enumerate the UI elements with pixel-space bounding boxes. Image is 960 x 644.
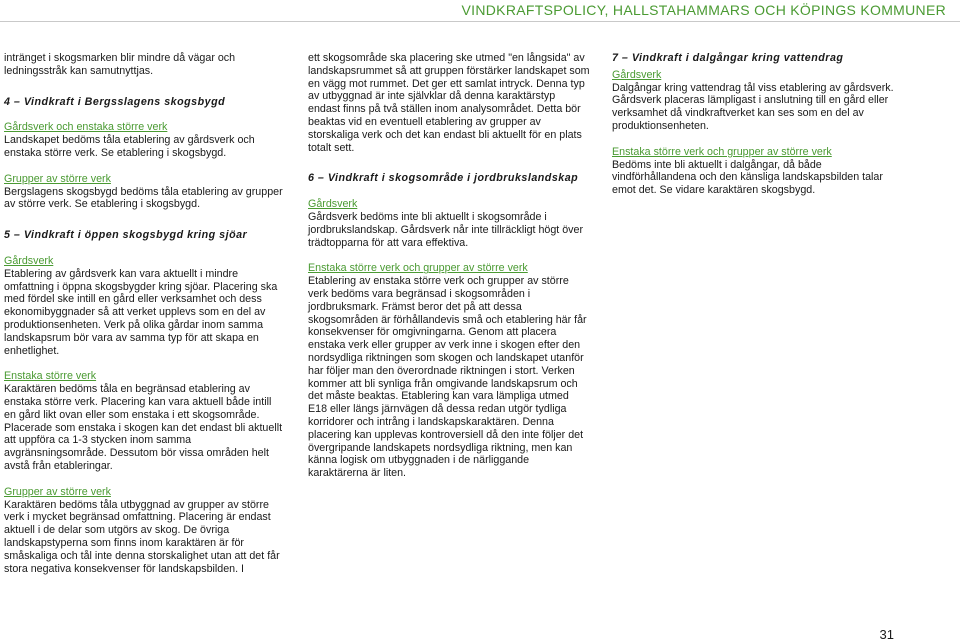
- page-number: 31: [879, 627, 894, 642]
- section-5-heading: 5 – Vindkraft i öppen skogsbygd kring sjöar: [4, 229, 248, 242]
- section-5-subheading-3: Grupper av större verk: [4, 485, 111, 498]
- continued-paragraph: ett skogsområde ska placering ske utmed "en långsida" av landskapsrummet så att gruppen förstärker landskapet som en vägg mot rummet. Det ger ett samlat intryck. Denna typ av utbyggnad är inte självklar då denna karaktärstyp endast finns på två ställen inom analysområdet. Detta bör beaktas vid en eventuell etablering av grupper av storskaliga verk och det kan endast bli aktuellt för en plats totalt sett.: [308, 52, 590, 154]
- section-6-heading: 6 – Vindkraft i skogsområde i jordbrukslandskap: [308, 172, 579, 185]
- text-column-3: [612, 52, 900, 197]
- section-7-heading: 7 – Vindkraft i dalgångar kring vattendrag: [612, 52, 844, 64]
- text-column-2: [308, 52, 590, 480]
- document-title: VINDKRAFTSPOLICY, HALLSTAHAMMARS OCH KÖPINGS KOMMUNER: [461, 2, 946, 18]
- section-7-subheading-2: Enstaka större verk och grupper av större verk: [612, 145, 832, 158]
- section-5-subheading-1: Gårdsverk: [4, 254, 54, 267]
- section-4-heading: 4 – Vindkraft i Bergsslagens skogsbygd: [4, 95, 226, 108]
- section-6-paragraph-2: Etablering av enstaka större verk och grupper av större verk bedöms vara begränsad i skogsområden i jordbruksmark. Främst beror det på att dessa skogsområden är förhållandevis små och etablering här får konsekvenser för omgivningarna. Genom att placera enstaka verk eller grupper av verk inne i skogen efter den nordsydliga riktningen som skogen och landskapet utanför har följer man den överordnade riktningen i stort. Verken kommer att bli synliga från omgivande landskapsrum och det måste beaktas. Etablering kan vara lämpliga utmed E18 eller längs järnvägen då dessa redan utgör tydliga korridorer och intrång i landskapskaraktären. Denna placering kan upplevas kontroversiell då den inte följer det övergripande landskapets nordsydliga riktning, men kan känna logisk om utbyggnaden i de närliggande karaktärerna är liten.: [308, 275, 587, 480]
- section-5-subheading-2: Enstaka större verk: [4, 370, 97, 383]
- section-4-subheading-1: Gårdsverk och enstaka större verk: [4, 121, 168, 134]
- section-4-subheading-2: Grupper av större verk: [4, 172, 111, 185]
- section-6-subheading-1: Gårdsverk: [308, 198, 358, 211]
- section-7-paragraph-1: Dalgångar kring vattendrag tål viss etablering av gårdsverk. Gårdsverk placeras lämpligast i anslutning till en gård eller verksamhet då vindkraftverket kan ses som en del av produktionsenheten.: [612, 81, 894, 132]
- section-5-paragraph-3: Karaktären bedöms tåla utbyggnad av grupper av större verk i mycket begränsad omfattning. Placering är endast aktuell i de delar som utgörs av skog. De övriga landskapstyperna som finns inom karaktären är för småskaliga och tål inte denna storskalighet utan att det får stora negativa konsekvenser för landskapsbilden. I: [4, 498, 280, 575]
- intro-paragraph: intränget i skogsmarken blir mindre då vägar och ledningsstråk kan samutnyttjas.: [4, 52, 236, 77]
- section-7-paragraph-2: Bedöms inte bli aktuellt i dalgångar, då både vindförhållandena och den känsliga landskapsbilden talar emot det. Se vidare karaktären skogsbygd.: [612, 158, 883, 197]
- header-rule: [0, 21, 960, 22]
- section-6-subheading-2: Enstaka större verk och grupper av större verk: [308, 262, 528, 275]
- section-5-paragraph-2: Karaktären bedöms tåla en begränsad etablering av enstaka större verk. Placering kan vara aktuell både intill en gård likt ovan eller som enstaka i ett skogsområde. Placerade som enstaka i skogen kan det endast bli aktuellt att uppföra ca 1-3 stycken inom samma avgränsningsområde. Dessutom bör vissa områden helt avstå från etableringar.: [4, 383, 283, 472]
- section-7-subheading-1: Gårdsverk: [612, 68, 662, 81]
- section-4-paragraph-1: Landskapet bedöms tåla etablering av gårdsverk och enstaka större verk. Se etablering i skogsbygd.: [4, 134, 255, 159]
- section-4-paragraph-2: Bergslagens skogsbygd bedöms tåla etablering av grupper av större verk. Se etablering i skogsbygd.: [4, 185, 283, 211]
- text-column-1: [4, 52, 286, 575]
- section-6-paragraph-1: Gårdsverk bedöms inte bli aktuellt i skogsområde i jordbrukslandskap. Gårdsverk når inte tillräckligt högt över trädtopparna för att vara effektiva.: [308, 210, 584, 249]
- section-5-paragraph-1: Etablering av gårdsverk kan vara aktuellt i mindre omfattning i öppna skogsbygder kring sjöar. Placering ska med fördel ske intill en gård eller verksamhet och dess ekonomibyggnader så att verket upplevs som en del av produktionsenheten. Verk på olika gårdar inom samma landskapsrum bör vara av samma typ för att skapa en enhetlighet.: [4, 267, 278, 357]
